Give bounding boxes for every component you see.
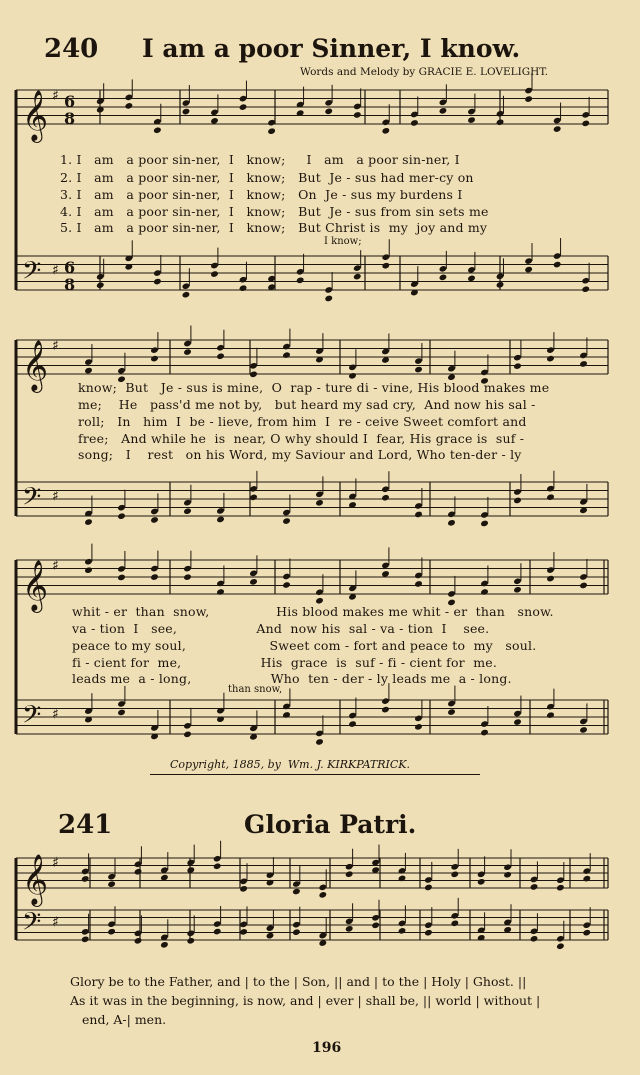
- treble-note: [414, 580, 423, 588]
- lyric-line: know; But Je - sus is mine, O rap - ture di - vine, His blood makes me: [78, 380, 550, 395]
- treble-note: [153, 126, 162, 134]
- treble-note: [134, 868, 143, 876]
- cue-text: than snow,: [228, 684, 283, 695]
- lyric-line: 5. I am a poor sin-ner, I know; But Christ is my joy and my: [60, 220, 488, 235]
- copyright-notice: Copyright, 1885, by Wm. J. KIRKPATRICK.: [170, 758, 411, 771]
- bass-note: [582, 929, 591, 937]
- treble-note: [424, 884, 433, 892]
- treble-note: [513, 586, 522, 594]
- hymn-title: I am a poor Sinner, I know.: [142, 34, 521, 63]
- bass-note: [546, 493, 555, 501]
- treble-note: [439, 107, 448, 115]
- key-signature-sharp-icon: ♯: [52, 558, 59, 575]
- treble-note: [546, 575, 555, 583]
- treble-note: [467, 116, 476, 124]
- treble-note: [182, 108, 191, 116]
- treble-note: [582, 875, 591, 883]
- bass-note: [553, 261, 562, 269]
- cue-text: I know;: [324, 236, 362, 247]
- bass-note: [315, 738, 324, 746]
- bass-note: [513, 718, 522, 726]
- treble-note: [353, 111, 362, 119]
- divider-rule: [150, 774, 480, 775]
- bass-note: [153, 278, 162, 286]
- bass-note: [292, 928, 301, 936]
- bass-note: [282, 517, 291, 525]
- bass-note: [210, 270, 219, 278]
- bass-note: [345, 925, 354, 933]
- treble-note: [282, 581, 291, 589]
- bass-note: [579, 726, 588, 734]
- bass-note: [183, 507, 192, 515]
- bass-note: [450, 920, 459, 928]
- bass-note: [480, 729, 489, 737]
- bass-note: [381, 494, 390, 502]
- treble-note: [107, 880, 116, 888]
- bass-note: [117, 512, 126, 520]
- treble-note: [216, 352, 225, 360]
- treble-note: [125, 102, 134, 110]
- key-signature-sharp-icon: ♯: [52, 262, 59, 279]
- bass-note: [296, 277, 305, 285]
- treble-clef-icon: 𝄞: [22, 90, 49, 141]
- bass-note: [530, 935, 539, 943]
- bass-note: [496, 281, 505, 289]
- chant-text-line: As it was in the beginning, is now, and | ever | shall be, || world | without |: [70, 993, 541, 1008]
- treble-note: [530, 883, 539, 891]
- lyric-line: fi - cient for me, His grace is suf - fi - cient for me.: [72, 655, 498, 670]
- treble-note: [239, 103, 248, 111]
- bass-note: [213, 928, 222, 936]
- lyric-line: song; I rest on his Word, my Saviour and Lord, Who ten-der - ly: [78, 447, 522, 462]
- bass-note: [439, 274, 448, 282]
- treble-note: [213, 862, 222, 870]
- treble-note: [183, 348, 192, 356]
- bass-note: [398, 927, 407, 935]
- lyric-line: 1. I am a poor sin-ner, I know; I am a poor sin-ner, I: [60, 152, 460, 167]
- key-signature-sharp-icon: ♯: [52, 338, 59, 355]
- time-signature-bottom: 8: [64, 109, 76, 128]
- treble-note: [503, 871, 512, 879]
- treble-note: [398, 875, 407, 883]
- treble-note: [216, 588, 225, 596]
- bass-note: [556, 942, 565, 950]
- bass-note: [447, 708, 456, 716]
- treble-note: [477, 878, 486, 886]
- treble-note: [579, 582, 588, 590]
- treble-note: [345, 870, 354, 878]
- bass-note: [239, 284, 248, 292]
- treble-note: [348, 372, 357, 380]
- bass-note: [414, 723, 423, 731]
- hymn-title: Gloria Patri.: [244, 810, 417, 839]
- bass-note: [266, 932, 275, 940]
- bass-note: [353, 273, 362, 281]
- treble-note: [410, 119, 419, 127]
- hymn-number: 240: [44, 34, 99, 64]
- time-signature-top: 6: [64, 258, 76, 277]
- treble-note: [382, 127, 391, 135]
- bass-note: [84, 518, 93, 526]
- key-signature-sharp-icon: ♯: [52, 88, 59, 105]
- key-signature-sharp-icon: ♯: [52, 855, 59, 871]
- bass-clef-icon: 𝄢: [22, 700, 42, 736]
- lyric-line: free; And while he is near, O why should I fear, His grace is suf -: [78, 431, 525, 446]
- page-number: 196: [312, 1040, 342, 1056]
- treble-note: [524, 95, 533, 103]
- bass-note: [414, 511, 423, 519]
- time-signature-top: 6: [64, 92, 76, 111]
- lyric-line: 3. I am a poor sin-ner, I know; On Je - sus my burdens I: [60, 187, 463, 202]
- treble-note: [581, 120, 590, 128]
- treble-note: [450, 871, 459, 879]
- bass-note: [447, 519, 456, 527]
- time-signature-bottom: 8: [64, 275, 76, 294]
- treble-note: [84, 566, 93, 574]
- treble-note: [513, 362, 522, 370]
- treble-clef-icon: 𝄞: [22, 854, 49, 905]
- key-signature-sharp-icon: ♯: [52, 706, 59, 723]
- treble-note: [546, 355, 555, 363]
- bass-note: [524, 266, 533, 274]
- bass-note: [315, 499, 324, 507]
- bass-note: [348, 720, 357, 728]
- lyric-line: whit - er than snow, His blood makes me whit - er than snow.: [72, 604, 554, 619]
- bass-note: [96, 281, 105, 289]
- treble-note: [267, 127, 276, 135]
- treble-clef-icon: 𝄞: [22, 340, 49, 391]
- treble-note: [84, 367, 93, 375]
- bass-note: [424, 929, 433, 937]
- bass-note: [186, 937, 195, 945]
- hymn-number: 241: [58, 810, 113, 840]
- treble-note: [324, 108, 333, 116]
- key-signature-sharp-icon: ♯: [52, 914, 59, 931]
- bass-note: [182, 291, 191, 299]
- bass-note: [282, 711, 291, 719]
- treble-note: [266, 879, 275, 887]
- treble-note: [480, 588, 489, 596]
- bass-note: [134, 937, 143, 945]
- bass-note: [382, 262, 391, 270]
- treble-note: [579, 360, 588, 368]
- chant-text-line: end, A-| men.: [82, 1012, 167, 1027]
- treble-note: [150, 573, 159, 581]
- bass-clef-icon: 𝄢: [22, 482, 42, 518]
- key-signature-sharp-icon: ♯: [52, 488, 59, 505]
- treble-note: [249, 578, 258, 586]
- lyric-line: va - tion I see, And now his sal - va - tion I see.: [72, 621, 490, 636]
- lyric-line: 2. I am a poor sin-ner, I know; But Je - sus had mer-cy on: [60, 170, 474, 185]
- chant-text-line: Glory be to the Father, and | to the | Son, || and | to the | Holy | Ghost. ||: [70, 974, 527, 989]
- treble-note: [183, 573, 192, 581]
- treble-note: [553, 125, 562, 133]
- bass-note: [546, 711, 555, 719]
- bass-note: [183, 731, 192, 739]
- treble-clef-icon: 𝄞: [22, 560, 49, 611]
- treble-note: [150, 355, 159, 363]
- treble-note: [81, 875, 90, 883]
- bass-clef-icon: 𝄢: [22, 907, 42, 943]
- bass-note: [216, 516, 225, 524]
- hymn-credit: Words and Melody by GRACIE E. LOVELIGHT.: [300, 66, 549, 78]
- treble-note: [496, 119, 505, 127]
- bass-note: [324, 295, 333, 303]
- bass-note: [480, 520, 489, 528]
- treble-note: [556, 884, 565, 892]
- bass-note: [513, 497, 522, 505]
- bass-note: [581, 285, 590, 293]
- treble-note: [282, 351, 291, 359]
- lyric-line: peace to my soul, Sweet com - fort and peace to my soul.: [72, 638, 537, 653]
- bass-note: [81, 936, 90, 944]
- bass-note: [150, 516, 159, 524]
- bass-note: [381, 706, 390, 714]
- treble-note: [318, 891, 327, 899]
- bass-note: [160, 941, 169, 949]
- lyric-line: 4. I am a poor sin-ner, I know; But Je - sus from sin sets me: [60, 204, 489, 219]
- lyric-line: leads me a - long, Who ten - der - ly leads me a - long.: [72, 671, 512, 686]
- bass-clef-icon: 𝄢: [22, 256, 42, 292]
- bass-note: [117, 709, 126, 717]
- bass-note: [371, 922, 380, 930]
- lyric-line: me; He pass'd me not by, but heard my sad cry, And now his sal -: [78, 397, 536, 412]
- treble-note: [292, 888, 301, 896]
- lyric-line: roll; In him I be - lieve, from him I re - ceive Sweet comfort and: [78, 414, 527, 429]
- treble-note: [117, 574, 126, 582]
- bass-note: [107, 928, 116, 936]
- treble-note: [414, 366, 423, 374]
